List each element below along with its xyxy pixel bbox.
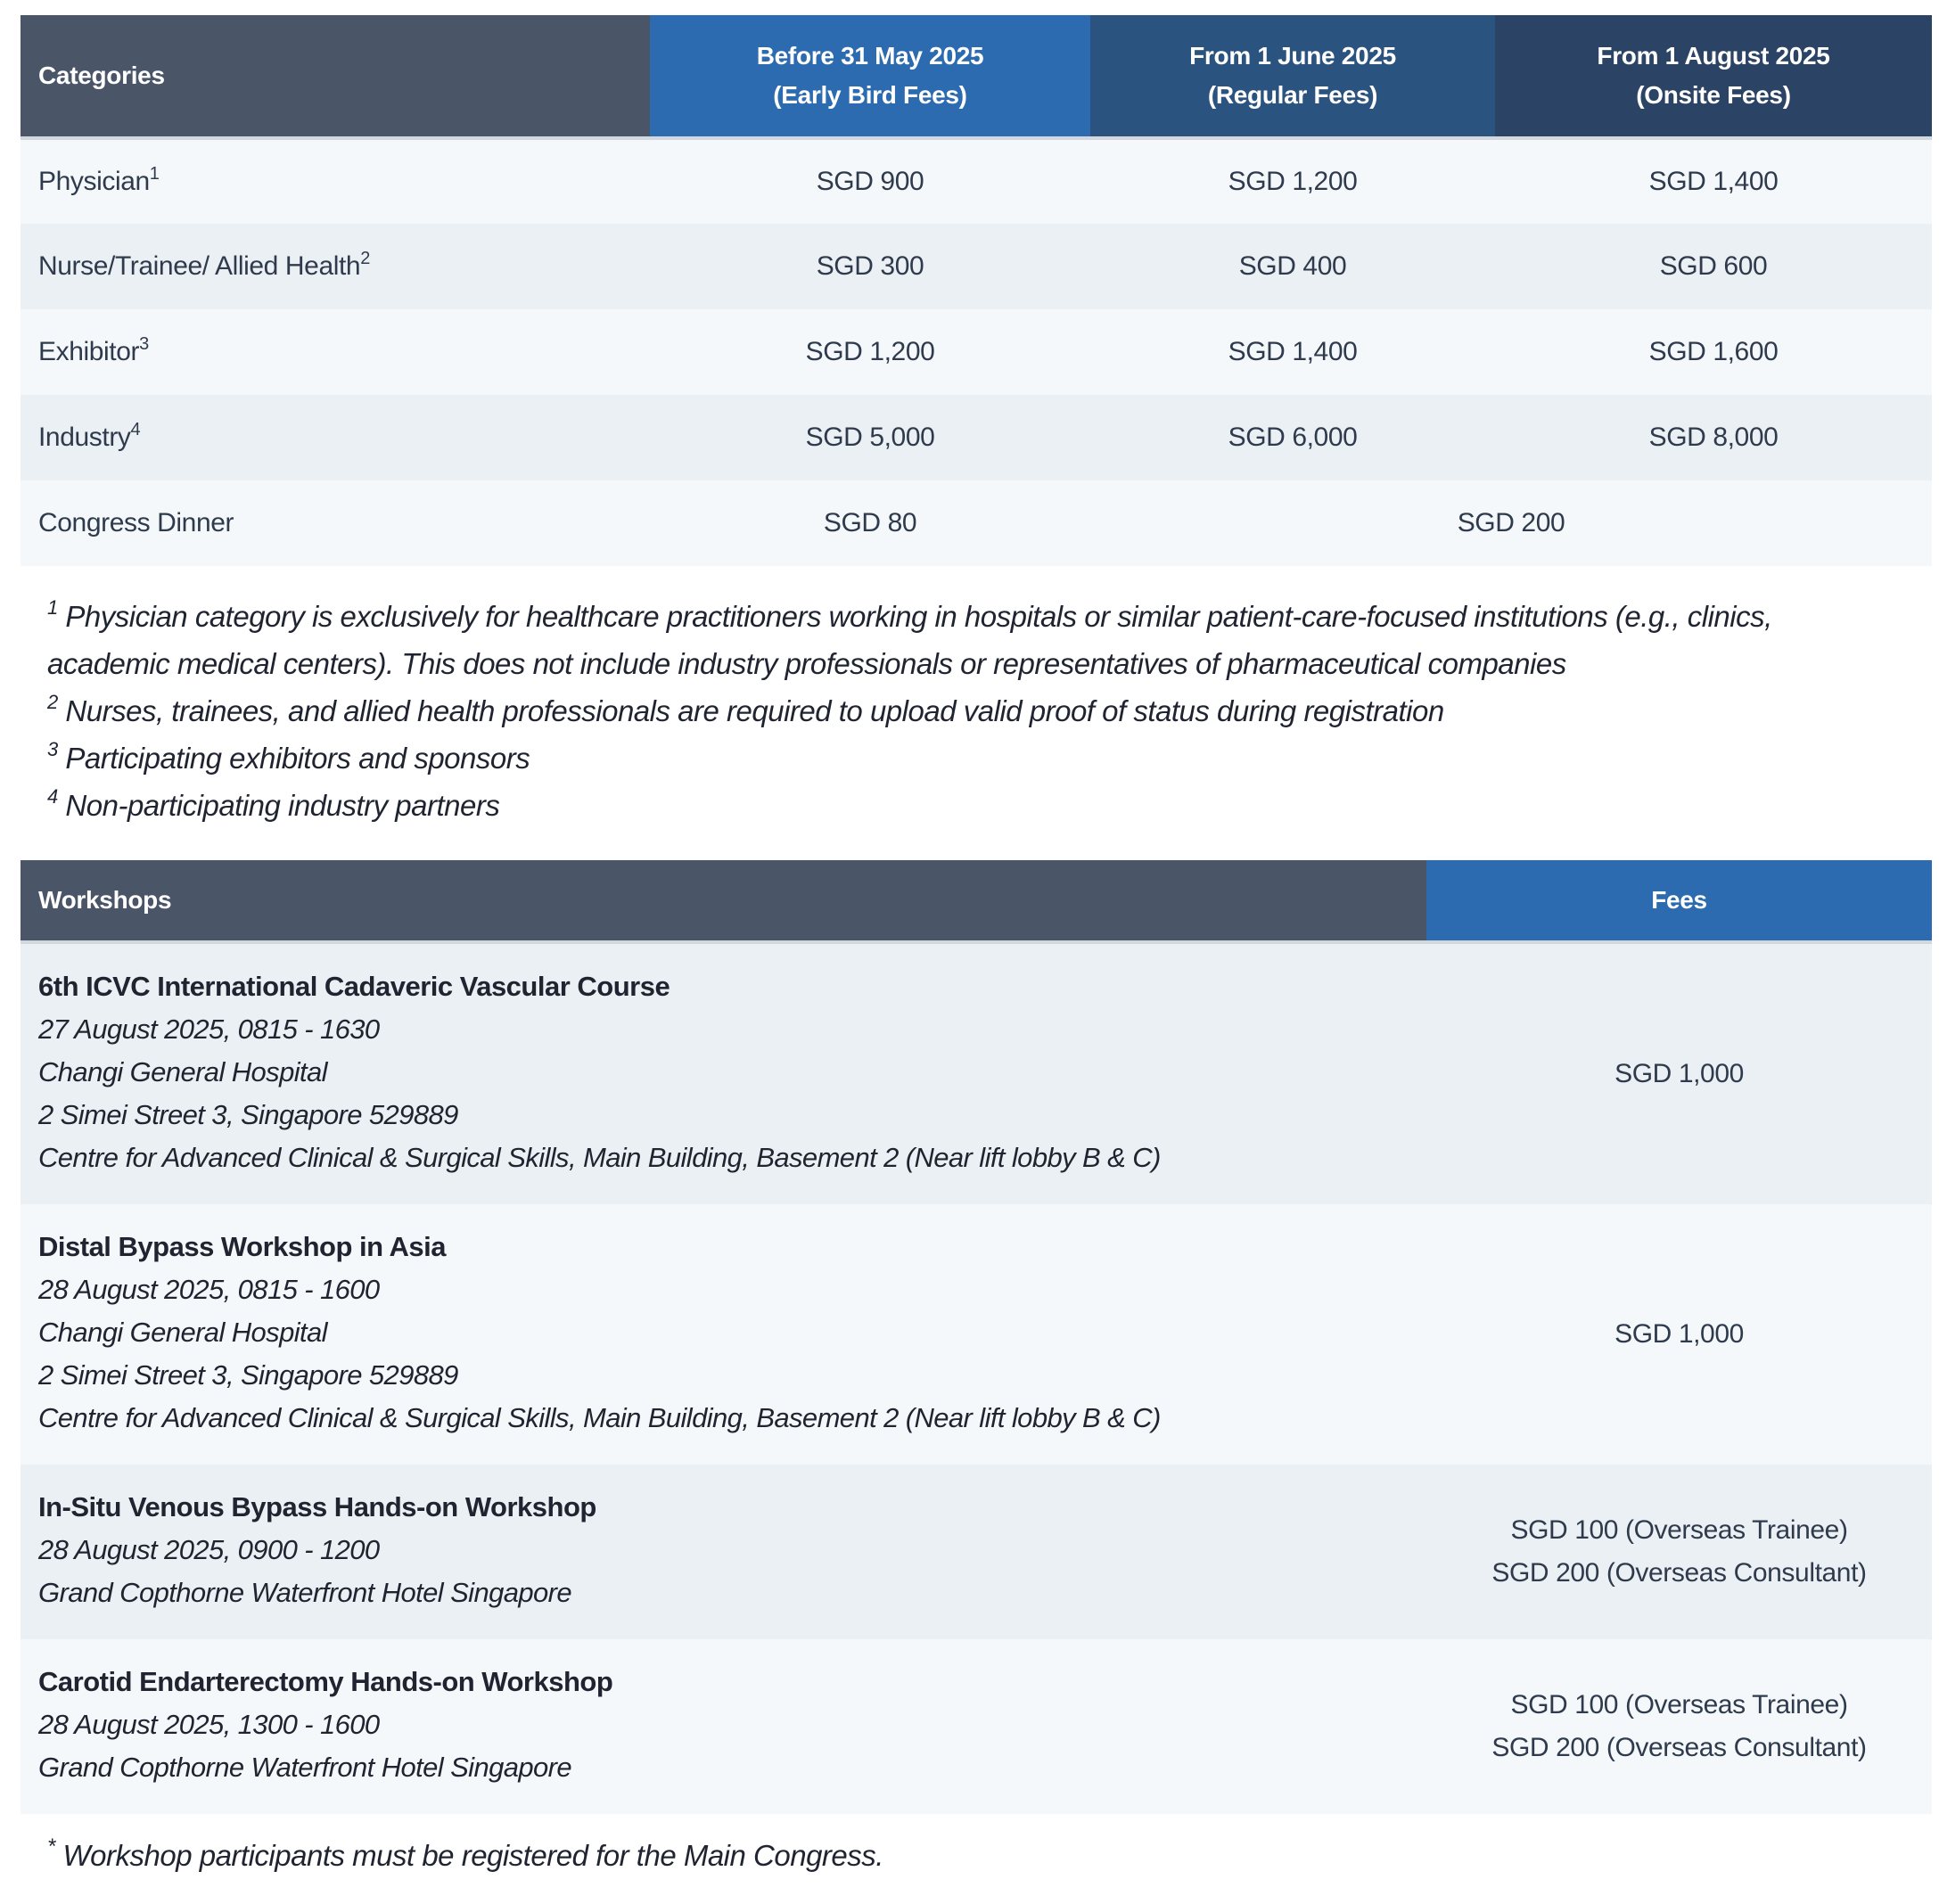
onsite-fee: SGD 600 [1659, 251, 1768, 281]
category-label: Industry [38, 423, 131, 452]
header-fees: Fees [1426, 860, 1932, 942]
workshop-fee-consultant: SGD 200 (Overseas Consultant) [1491, 1558, 1867, 1588]
workshop-date: 28 August 2025, 0815 - 1600 [38, 1274, 380, 1305]
workshop-title: 6th ICVC International Cadaveric Vascular Course [38, 971, 670, 1002]
workshops-table [21, 860, 1932, 1814]
header-early-bird-date: Before 31 May 2025 [756, 42, 984, 70]
footnote [47, 687, 1896, 735]
workshop-fee-trainee: SGD 100 (Overseas Trainee) [1510, 1515, 1848, 1545]
workshop-fee [1426, 1204, 1932, 1465]
workshop-row [21, 942, 1932, 1204]
workshop-fee [1426, 942, 1932, 1204]
workshop-info [21, 1465, 1426, 1639]
footnote-marker: 4 [47, 785, 58, 808]
workshop-date: 28 August 2025, 1300 - 1600 [38, 1709, 380, 1740]
category-cell [21, 224, 650, 309]
header-early-bird [650, 15, 1090, 138]
header-regular [1090, 15, 1495, 138]
workshop-fee [1426, 1639, 1932, 1814]
onsite-fee: SGD 1,400 [1648, 167, 1779, 196]
category-cell [21, 138, 650, 224]
footnote-text: Nurses, trainees, and allied health professionals are required to upload valid proof of status during registration [57, 694, 1444, 727]
early-bird-fee: SGD 900 [816, 167, 924, 196]
fees-header-row [21, 15, 1932, 138]
footnote-text: Physician category is exclusively for healthcare practitioners working in hospitals or similar patient-care-focused institutions (e.g., clinics, academic medical centers). This does not include industry professionals or representatives of pharmaceutical companies [47, 600, 1772, 680]
registration-fees-page [21, 15, 1932, 1873]
header-onsite-label: (Onsite Fees) [1636, 81, 1791, 109]
footnote [47, 782, 1896, 829]
workshop-title: Carotid Endarterectomy Hands-on Workshop [38, 1666, 613, 1697]
footnote-text: Participating exhibitors and sponsors [57, 742, 530, 775]
header-onsite-date: From 1 August 2025 [1597, 42, 1830, 70]
workshop-info [21, 942, 1426, 1204]
footnote [47, 593, 1896, 687]
workshop-note [21, 1834, 1932, 1873]
footnote-text: Non-participating industry partners [57, 789, 500, 822]
regular-fee: SGD 400 [1238, 251, 1347, 281]
header-early-bird-label: (Early Bird Fees) [773, 81, 967, 109]
footnote-marker: 2 [47, 691, 58, 713]
early-bird-fee: SGD 1,200 [805, 337, 935, 366]
workshop-venue: Changi General Hospital [38, 1056, 327, 1087]
footnote-marker: 3 [139, 334, 149, 354]
fee-row-industry [21, 395, 1932, 480]
workshop-fee-line: SGD 1,000 [1614, 1319, 1744, 1349]
workshop-date: 28 August 2025, 0900 - 1200 [38, 1534, 380, 1565]
workshop-address: 2 Simei Street 3, Singapore 529889 [38, 1359, 458, 1391]
workshop-address: 2 Simei Street 3, Singapore 529889 [38, 1099, 458, 1130]
workshop-row [21, 1639, 1932, 1814]
fee-row-physician [21, 138, 1932, 224]
header-workshops: Workshops [21, 860, 1426, 942]
footnote-marker: 1 [47, 596, 58, 619]
workshop-note-text: Workshop participants must be registered for the Main Congress. [54, 1839, 883, 1872]
workshop-date: 27 August 2025, 0815 - 1630 [38, 1014, 380, 1045]
category-label: Exhibitor [38, 337, 140, 366]
early-bird-fee: SGD 300 [816, 251, 924, 281]
workshop-info [21, 1204, 1426, 1465]
header-onsite [1495, 15, 1932, 138]
workshop-location: Centre for Advanced Clinical & Surgical Skills, Main Building, Basement 2 (Near lift lobby B & C) [38, 1142, 1161, 1173]
fee-row-nurse [21, 224, 1932, 309]
early-bird-fee: SGD 5,000 [805, 423, 935, 452]
footnote-marker: 3 [47, 738, 58, 760]
regular-fee: SGD 1,200 [1228, 167, 1358, 196]
footnote-marker: 1 [149, 164, 160, 184]
category-label: Physician [38, 167, 150, 196]
fee-row-exhibitor [21, 309, 1932, 395]
workshop-title: Distal Bypass Workshop in Asia [38, 1231, 447, 1262]
category-cell [21, 309, 650, 395]
workshop-row [21, 1204, 1932, 1465]
asterisk-marker: * [47, 1834, 55, 1859]
footnote-marker: 2 [360, 249, 370, 268]
workshop-venue: Changi General Hospital [38, 1317, 327, 1348]
header-regular-label: (Regular Fees) [1207, 81, 1378, 109]
onsite-fee: SGD 1,600 [1648, 337, 1779, 366]
fee-row-congress-dinner [21, 480, 1932, 566]
workshop-fee-consultant: SGD 200 (Overseas Consultant) [1491, 1733, 1867, 1762]
category-label: Congress Dinner [38, 508, 234, 538]
footnotes [21, 593, 1932, 829]
workshop-venue: Grand Copthorne Waterfront Hotel Singapore [38, 1752, 572, 1783]
workshop-fee-trainee: SGD 100 (Overseas Trainee) [1510, 1690, 1848, 1719]
onsite-fee: SGD 8,000 [1648, 423, 1779, 452]
workshop-title: In-Situ Venous Bypass Hands-on Workshop [38, 1491, 596, 1522]
category-label: Nurse/Trainee/ Allied Health [38, 251, 361, 281]
later-fee: SGD 200 [1457, 508, 1565, 538]
header-regular-date: From 1 June 2025 [1189, 42, 1396, 70]
early-bird-fee: SGD 80 [823, 508, 917, 538]
workshop-venue: Grand Copthorne Waterfront Hotel Singapore [38, 1577, 572, 1608]
workshop-info [21, 1639, 1426, 1814]
workshop-fee [1426, 1465, 1932, 1639]
footnote-marker: 4 [130, 420, 141, 439]
workshops-header-row [21, 860, 1932, 942]
fees-table [21, 15, 1932, 566]
workshop-row [21, 1465, 1932, 1639]
category-cell [21, 395, 650, 480]
workshop-fee-line: SGD 1,000 [1614, 1059, 1744, 1088]
footnote [47, 735, 1896, 782]
header-categories: Categories [21, 15, 650, 138]
regular-fee: SGD 1,400 [1228, 337, 1358, 366]
workshop-location: Centre for Advanced Clinical & Surgical Skills, Main Building, Basement 2 (Near lift lobby B & C) [38, 1402, 1161, 1433]
regular-fee: SGD 6,000 [1228, 423, 1358, 452]
